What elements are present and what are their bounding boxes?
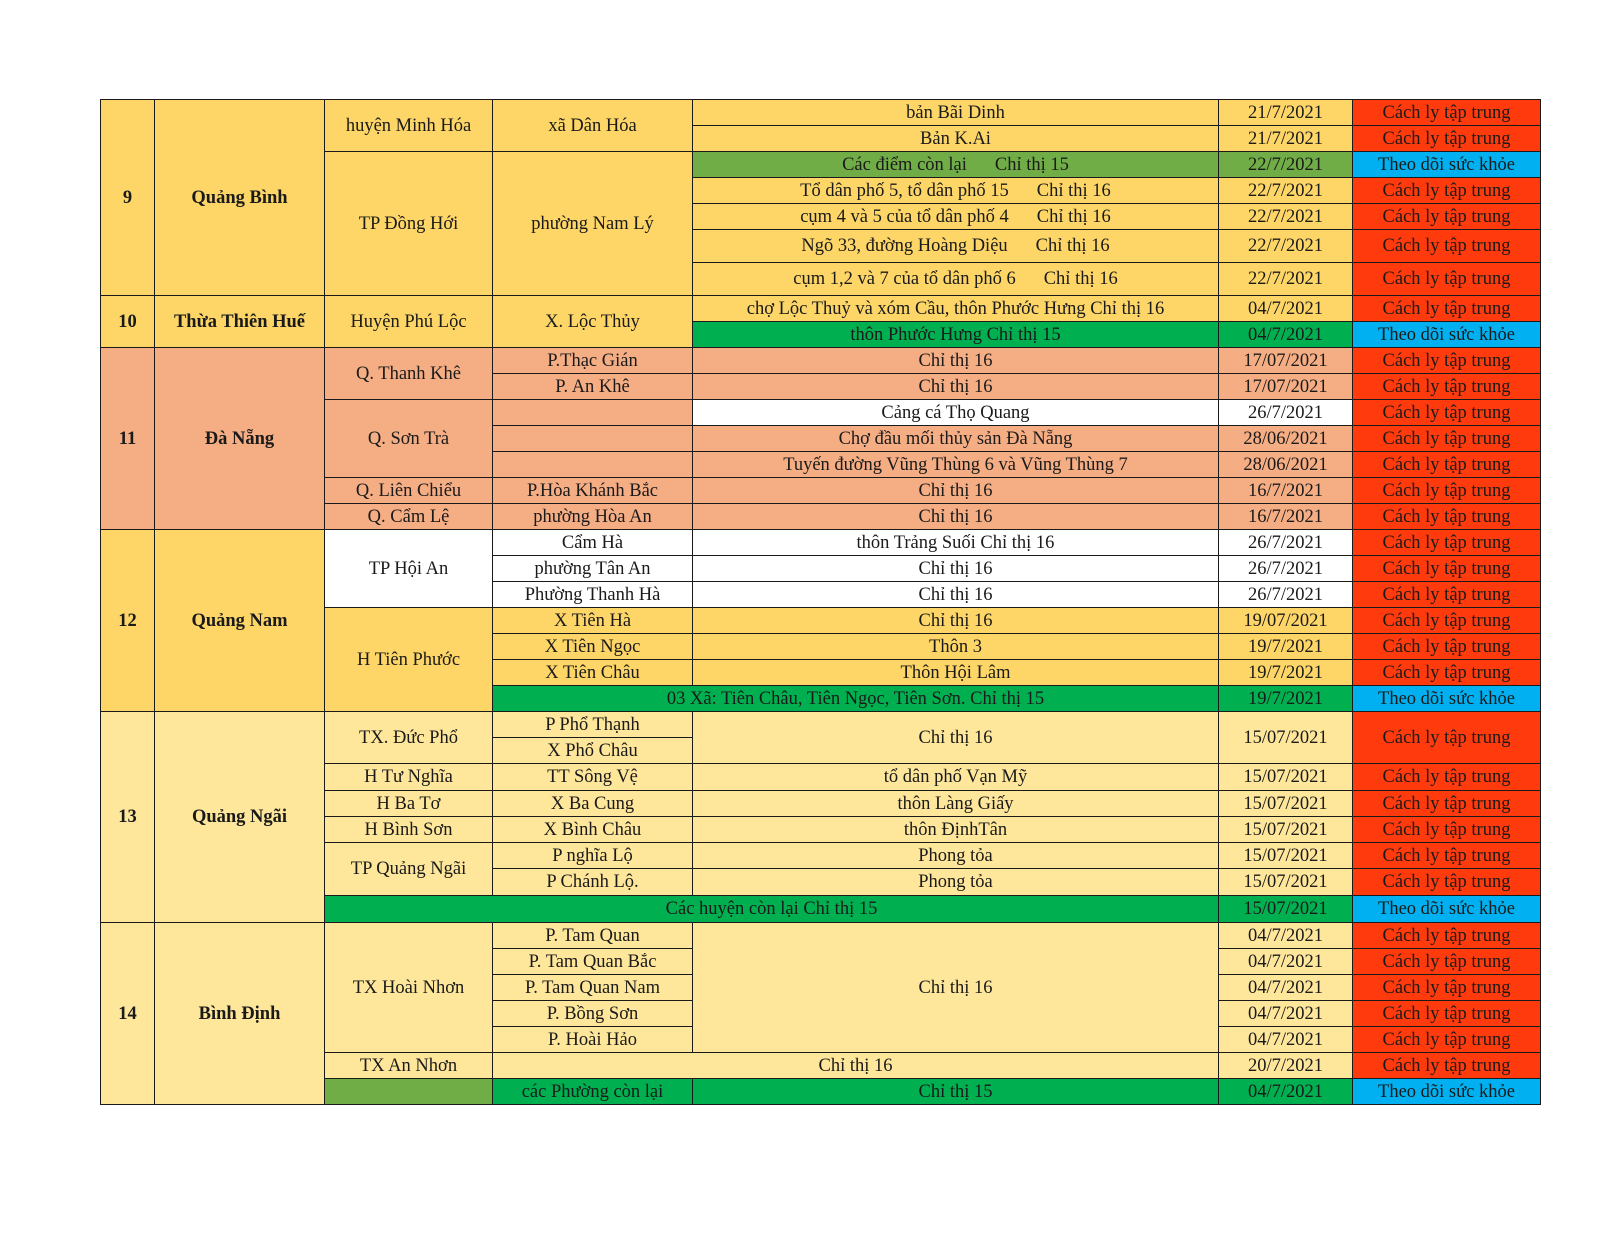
date-cell: 22/7/2021	[1219, 178, 1353, 204]
status-badge: Theo dõi sức khỏe	[1353, 686, 1541, 712]
date-cell: 19/7/2021	[1219, 660, 1353, 686]
date-cell: 21/7/2021	[1219, 100, 1353, 126]
ward-cell: P Phổ Thạnh	[493, 712, 693, 738]
area-label: cụm 4 và 5 của tổ dân phố 4	[800, 206, 1009, 227]
directive-label: Chỉ thị 16	[1043, 269, 1118, 289]
status-badge: Cách ly tập trung	[1353, 452, 1541, 478]
directive-label: Chỉ thị 16	[1035, 236, 1110, 256]
area-cell	[693, 263, 1219, 296]
area-cell: Phong tỏa	[693, 843, 1219, 869]
date-cell: 15/07/2021	[1219, 764, 1353, 791]
ward-cell: Cẩm Hà	[493, 530, 693, 556]
status-badge: Cách ly tập trung	[1353, 374, 1541, 400]
status-badge: Cách ly tập trung	[1353, 1001, 1541, 1027]
table-row	[101, 348, 1541, 374]
area-label: Tổ dân phố 5, tổ dân phố 15	[800, 180, 1009, 201]
date-cell: 20/7/2021	[1219, 1053, 1353, 1079]
area-cell: Chỉ thị 16	[693, 504, 1219, 530]
status-badge: Cách ly tập trung	[1353, 400, 1541, 426]
status-badge: Cách ly tập trung	[1353, 975, 1541, 1001]
table-row	[101, 100, 1541, 126]
status-badge: Cách ly tập trung	[1353, 608, 1541, 634]
district-cell: H Tư Nghĩa	[325, 764, 493, 791]
area-cell: Chỉ thị 16	[693, 374, 1219, 400]
area-cell: Chỉ thị 16	[693, 582, 1219, 608]
ward-cell: Phường Thanh Hà	[493, 582, 693, 608]
date-cell: 04/7/2021	[1219, 975, 1353, 1001]
ward-cell: X Tiên Hà	[493, 608, 693, 634]
area-cell: thôn Trảng Suối Chỉ thị 16	[693, 530, 1219, 556]
area-cell: Chỉ thị 16	[693, 923, 1219, 1053]
district-cell: H Bình Sơn	[325, 817, 493, 843]
status-badge: Cách ly tập trung	[1353, 204, 1541, 230]
province-name: Đà Nẵng	[155, 348, 325, 530]
status-badge: Cách ly tập trung	[1353, 817, 1541, 843]
date-cell: 19/7/2021	[1219, 686, 1353, 712]
district-cell: TP Quảng Ngãi	[325, 843, 493, 896]
area-cell: Chỉ thị 16	[693, 478, 1219, 504]
province-name: Thừa Thiên Huế	[155, 296, 325, 348]
area-cell: Thôn Hội Lâm	[693, 660, 1219, 686]
ward-cell: P nghĩa Lộ	[493, 843, 693, 869]
area-cell: chợ Lộc Thuỷ và xóm Cầu, thôn Phước Hưng Chỉ thị 16	[693, 296, 1219, 322]
status-badge: Cách ly tập trung	[1353, 764, 1541, 791]
area-cell: Chỉ thị 16	[693, 348, 1219, 374]
ward-cell: X Tiên Ngọc	[493, 634, 693, 660]
date-cell: 15/07/2021	[1219, 791, 1353, 817]
district-cell: TX. Đức Phổ	[325, 712, 493, 764]
ward-cell: phường Nam Lý	[493, 152, 693, 296]
status-badge: Cách ly tập trung	[1353, 230, 1541, 263]
area-cell: Tuyến đường Vũng Thùng 6 và Vũng Thùng 7	[693, 452, 1219, 478]
district-cell: Q. Liên Chiểu	[325, 478, 493, 504]
ward-cell	[493, 426, 693, 452]
status-badge: Cách ly tập trung	[1353, 791, 1541, 817]
ward-cell: phường Hòa An	[493, 504, 693, 530]
date-cell: 15/07/2021	[1219, 843, 1353, 869]
ward-cell: P. Tam Quan	[493, 923, 693, 949]
status-badge: Theo dõi sức khỏe	[1353, 322, 1541, 348]
date-cell: 04/7/2021	[1219, 296, 1353, 322]
ward-cell: P. Tam Quan Nam	[493, 975, 693, 1001]
date-cell: 04/7/2021	[1219, 1027, 1353, 1053]
ward-cell: P.Thạc Gián	[493, 348, 693, 374]
area-cell	[693, 178, 1219, 204]
status-badge: Cách ly tập trung	[1353, 634, 1541, 660]
province-number: 14	[101, 923, 155, 1105]
date-cell: 26/7/2021	[1219, 400, 1353, 426]
district-cell: TP Đồng Hới	[325, 152, 493, 296]
date-cell: 04/7/2021	[1219, 1079, 1353, 1105]
ward-cell: P.Hòa Khánh Bắc	[493, 478, 693, 504]
date-cell: 15/07/2021	[1219, 817, 1353, 843]
date-cell: 21/7/2021	[1219, 126, 1353, 152]
area-cell: bản Bãi Dinh	[693, 100, 1219, 126]
status-badge: Theo dõi sức khỏe	[1353, 152, 1541, 178]
ward-cell: phường Tân An	[493, 556, 693, 582]
date-cell: 22/7/2021	[1219, 152, 1353, 178]
area-cell: Chợ đầu mối thủy sản Đà Nẵng	[693, 426, 1219, 452]
district-cell: TX An Nhơn	[325, 1053, 493, 1079]
ward-cell: P. An Khê	[493, 374, 693, 400]
quarantine-table	[100, 99, 1541, 1105]
ward-cell: P Chánh Lộ.	[493, 869, 693, 896]
status-badge: Cách ly tập trung	[1353, 660, 1541, 686]
status-badge: Cách ly tập trung	[1353, 923, 1541, 949]
area-cell: Các huyện còn lại Chỉ thị 15	[325, 896, 1219, 923]
date-cell: 22/7/2021	[1219, 263, 1353, 296]
ward-cell: P. Hoài Hảo	[493, 1027, 693, 1053]
status-badge: Cách ly tập trung	[1353, 582, 1541, 608]
date-cell: 04/7/2021	[1219, 1001, 1353, 1027]
status-badge: Cách ly tập trung	[1353, 712, 1541, 764]
status-badge: Cách ly tập trung	[1353, 869, 1541, 896]
district-cell: huyện Minh Hóa	[325, 100, 493, 152]
area-cell: Chỉ thị 16	[693, 556, 1219, 582]
ward-cell: X Ba Cung	[493, 791, 693, 817]
province-name: Bình Định	[155, 923, 325, 1105]
status-badge: Cách ly tập trung	[1353, 263, 1541, 296]
status-badge: Cách ly tập trung	[1353, 178, 1541, 204]
province-number: 10	[101, 296, 155, 348]
status-badge: Theo dõi sức khỏe	[1353, 1079, 1541, 1105]
province-number: 9	[101, 100, 155, 296]
date-cell: 19/7/2021	[1219, 634, 1353, 660]
date-cell: 15/07/2021	[1219, 896, 1353, 923]
area-cell	[693, 204, 1219, 230]
status-badge: Cách ly tập trung	[1353, 556, 1541, 582]
area-cell: Thôn 3	[693, 634, 1219, 660]
date-cell: 16/7/2021	[1219, 478, 1353, 504]
directive-label: Chỉ thị 16	[1036, 180, 1111, 201]
area-cell: Phong tỏa	[693, 869, 1219, 896]
date-cell: 04/7/2021	[1219, 923, 1353, 949]
date-cell: 22/7/2021	[1219, 204, 1353, 230]
area-cell: 03 Xã: Tiên Châu, Tiên Ngọc, Tiên Sơn. Chỉ thị 15	[493, 686, 1219, 712]
province-number: 11	[101, 348, 155, 530]
table-row	[101, 923, 1541, 949]
area-cell: Chỉ thị 16	[493, 1053, 1219, 1079]
directive-label: Chỉ thị 15	[994, 154, 1069, 175]
district-cell	[325, 1079, 493, 1105]
status-badge: Cách ly tập trung	[1353, 1053, 1541, 1079]
table-row	[101, 530, 1541, 556]
table-row	[101, 712, 1541, 738]
district-cell: TP Hội An	[325, 530, 493, 608]
date-cell: 26/7/2021	[1219, 582, 1353, 608]
ward-cell	[493, 452, 693, 478]
date-cell: 16/7/2021	[1219, 504, 1353, 530]
ward-cell: P. Tam Quan Bắc	[493, 949, 693, 975]
status-badge: Cách ly tập trung	[1353, 843, 1541, 869]
date-cell: 26/7/2021	[1219, 530, 1353, 556]
ward-cell: X Bình Châu	[493, 817, 693, 843]
province-name: Quảng Bình	[155, 100, 325, 296]
ward-cell: X. Lộc Thủy	[493, 296, 693, 348]
status-badge: Cách ly tập trung	[1353, 100, 1541, 126]
status-badge: Cách ly tập trung	[1353, 504, 1541, 530]
ward-cell: xã Dân Hóa	[493, 100, 693, 152]
date-cell: 26/7/2021	[1219, 556, 1353, 582]
date-cell: 22/7/2021	[1219, 230, 1353, 263]
date-cell: 15/07/2021	[1219, 712, 1353, 764]
district-cell: Huyện Phú Lộc	[325, 296, 493, 348]
date-cell: 15/07/2021	[1219, 869, 1353, 896]
province-name: Quảng Ngãi	[155, 712, 325, 923]
ward-cell: P. Bồng Sơn	[493, 1001, 693, 1027]
status-badge: Cách ly tập trung	[1353, 1027, 1541, 1053]
area-cell: Cảng cá Thọ Quang	[693, 400, 1219, 426]
area-cell: Chỉ thị 16	[693, 712, 1219, 764]
area-cell: thôn Làng Giấy	[693, 791, 1219, 817]
ward-cell: các Phường còn lại	[493, 1079, 693, 1105]
province-number: 13	[101, 712, 155, 923]
status-badge: Cách ly tập trung	[1353, 126, 1541, 152]
status-badge: Cách ly tập trung	[1353, 478, 1541, 504]
date-cell: 19/07/2021	[1219, 608, 1353, 634]
status-badge: Cách ly tập trung	[1353, 348, 1541, 374]
area-cell	[693, 152, 1219, 178]
area-cell: Bản K.Ai	[693, 126, 1219, 152]
area-label: Các điểm còn lại	[842, 154, 967, 175]
area-label: Ngõ 33, đường Hoàng Diệu	[801, 236, 1008, 256]
date-cell: 04/7/2021	[1219, 322, 1353, 348]
district-cell: Q. Thanh Khê	[325, 348, 493, 400]
area-cell	[693, 230, 1219, 263]
area-label: cụm 1,2 và 7 của tổ dân phố 6	[793, 269, 1016, 289]
ward-cell	[493, 400, 693, 426]
ward-cell: X Phổ Châu	[493, 738, 693, 764]
ward-cell: X Tiên Châu	[493, 660, 693, 686]
status-badge: Theo dõi sức khỏe	[1353, 896, 1541, 923]
status-badge: Cách ly tập trung	[1353, 426, 1541, 452]
district-cell: H Ba Tơ	[325, 791, 493, 817]
status-badge: Cách ly tập trung	[1353, 949, 1541, 975]
district-cell: Q. Sơn Trà	[325, 400, 493, 478]
area-cell: Chỉ thị 16	[693, 608, 1219, 634]
status-badge: Cách ly tập trung	[1353, 530, 1541, 556]
area-cell: thôn Phước Hưng Chỉ thị 15	[693, 322, 1219, 348]
directive-label: Chỉ thị 16	[1036, 206, 1111, 227]
ward-cell: TT Sông Vệ	[493, 764, 693, 791]
date-cell: 04/7/2021	[1219, 949, 1353, 975]
date-cell: 28/06/2021	[1219, 426, 1353, 452]
status-badge: Cách ly tập trung	[1353, 296, 1541, 322]
area-cell: thôn ĐịnhTân	[693, 817, 1219, 843]
area-cell: Chỉ thị 15	[693, 1079, 1219, 1105]
province-number: 12	[101, 530, 155, 712]
table-row	[101, 296, 1541, 322]
area-cell: tổ dân phố Vạn Mỹ	[693, 764, 1219, 791]
province-name: Quảng Nam	[155, 530, 325, 712]
date-cell: 28/06/2021	[1219, 452, 1353, 478]
date-cell: 17/07/2021	[1219, 348, 1353, 374]
date-cell: 17/07/2021	[1219, 374, 1353, 400]
district-cell: H Tiên Phước	[325, 608, 493, 712]
district-cell: TX Hoài Nhơn	[325, 923, 493, 1053]
district-cell: Q. Cẩm Lệ	[325, 504, 493, 530]
